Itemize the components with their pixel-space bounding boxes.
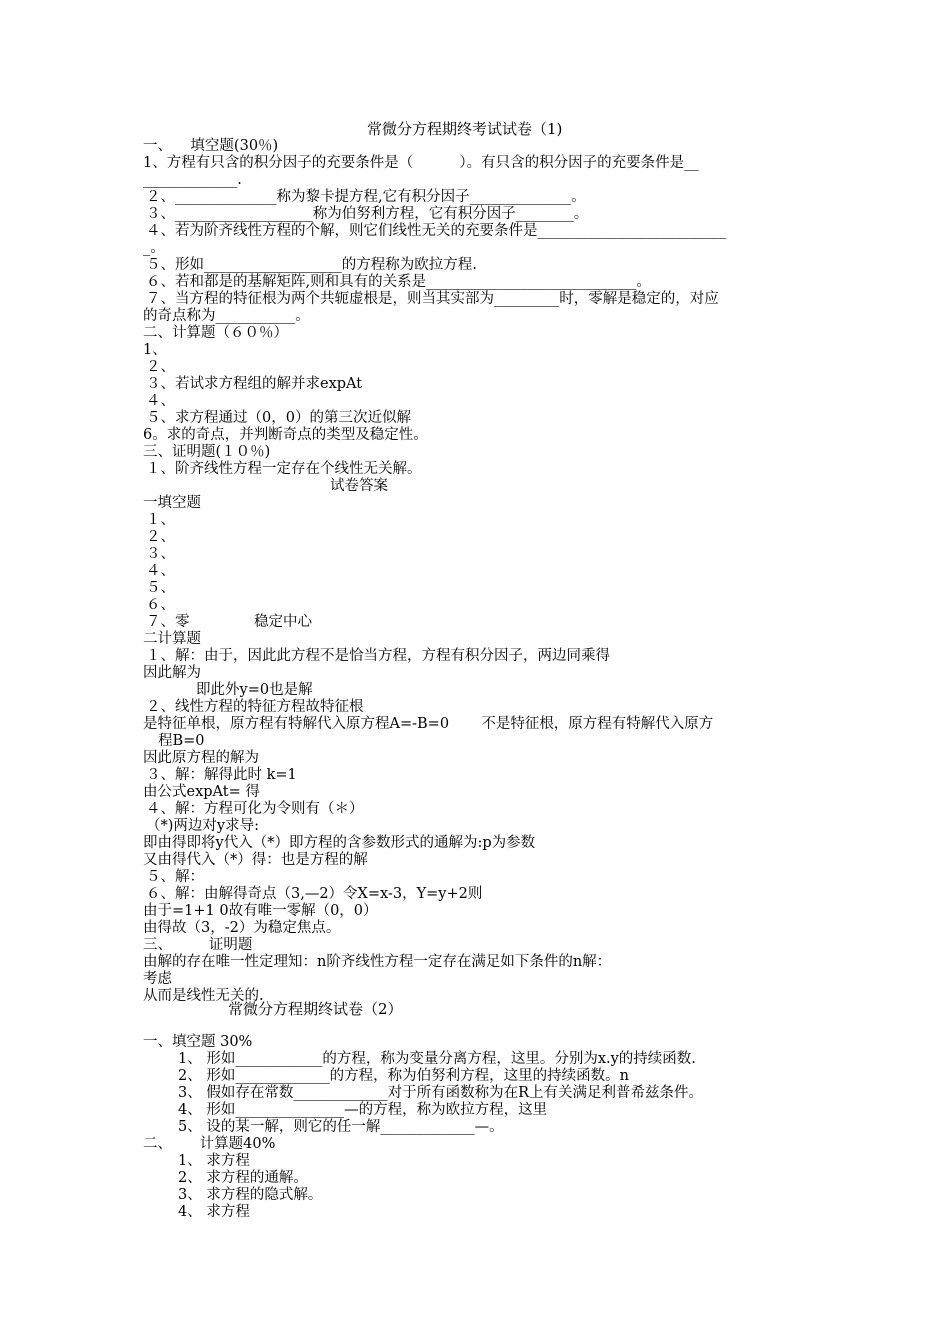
text-line: ２、 (146, 359, 175, 375)
text-line: 考虑 (143, 971, 172, 987)
text-line: 因此解为 (143, 665, 201, 681)
exam-title: 常微分方程期终考试试卷（1) (367, 120, 563, 138)
text-line: 又由得代入（*）得：也是方程的解 (143, 852, 368, 868)
text-line: 因此原方程的解为 (143, 750, 259, 766)
text-line: ３、___________________称为伯努利方程，它有积分因子________。 (146, 206, 589, 222)
text-line: ２、线性方程的特征方程故特征根 (146, 699, 364, 715)
text-line: ４、 (146, 563, 175, 579)
text-line: 3、 假如存在常数_____________对于所有函数称为在R上有关满足利普希兹条件。 (178, 1085, 703, 1101)
text-line: 6。求的奇点，并判断奇点的类型及稳定性。 (143, 427, 428, 443)
text-line: 即此外y=0也是解 (196, 682, 313, 698)
exam-title: 常微分方程期终试卷（2） (228, 1000, 403, 1018)
text-line: ５、形如___________________的方程称为欧拉方程. (146, 257, 477, 273)
text-line: 二、计算题（６０％） (143, 325, 288, 341)
text-line: 一、填空题 30% (143, 1034, 253, 1050)
text-line: 4、 求方程 (178, 1204, 250, 1220)
text-line: 5、 设的某一解，则它的任一解_____________—。 (178, 1119, 504, 1135)
text-line: ３、若试求方程组的解并求expAt (146, 376, 363, 392)
text-line: ７、零 稳定中心 (146, 614, 313, 630)
text-line: 二计算题 (143, 631, 201, 647)
text-line: 是特征单根，原方程有特解代入原方程A=-B=0 不是特征根，原方程有特解代入原方 (143, 716, 714, 732)
text-line: ５、解： (146, 869, 204, 885)
text-line: 三、证明题(１０％) (143, 444, 271, 460)
text-line: ２、 (146, 529, 175, 545)
text-line: 4、 形如_______________—的方程，称为欧拉方程，这里 (178, 1102, 548, 1118)
text-line: 由于=1+1 0故有唯一零解（0，0） (143, 903, 378, 919)
text-line: 的奇点称为___________。 (143, 308, 310, 324)
text-line: 1、 (143, 342, 167, 358)
text-line: ５、 (146, 580, 175, 596)
text-line: 由公式expAt= 得 (143, 784, 260, 800)
text-line: ３、 (146, 546, 175, 562)
text-line: ６、若和都是的基解矩阵,则和具有的关系是_____________________________。 (146, 274, 651, 290)
text-line: １、解：由于，因此此方程不是恰当方程，方程有积分因子，两边同乘得 (146, 648, 610, 664)
text-line: 试卷答案 (330, 478, 388, 494)
text-line: 2、 求方程的通解。 (178, 1170, 308, 1186)
text-line: ６、解：由解得奇点（3,—2）令X=x-3，Y=y+2则 (146, 886, 483, 902)
text-line: 2、 形如_____________的方程，称为伯努利方程，这里的持续函数。n (178, 1068, 629, 1084)
text-line: ４、解：方程可化为令则有（＊） (146, 801, 364, 817)
text-line: 三、 证明题 (143, 937, 253, 953)
text-line: 一、 填空题(30％) (143, 138, 279, 154)
text-line: （*)两边对y求导: (146, 818, 259, 834)
text-line: ２、______________称为黎卡提方程,它有积分因子______________。 (146, 189, 586, 205)
text-line: 3、 求方程的隐式解。 (178, 1187, 323, 1203)
text-line: １、阶齐线性方程一定存在个线性无关解。 (146, 461, 422, 477)
text-line: 二、 计算题40% (143, 1136, 276, 1152)
text-line: 即由得即将y代入（*）即方程的含参数形式的通解为:p为参数 (143, 835, 536, 851)
text-line: ４、 (146, 393, 175, 409)
text-line: ４、若为阶齐线性方程的个解，则它们线性无关的充要条件是__________________________ (146, 223, 726, 239)
text-line: ３、解：解得此时 k=1 (146, 767, 297, 783)
text-line: ５、求方程通过（0，0）的第三次近似解 (146, 410, 411, 426)
text-line: 1、 形如____________的方程，称为变量分离方程，这里。分别为x.y的持续函数. (178, 1051, 696, 1067)
text-line: _。 (143, 240, 165, 256)
text-line: 由得故（3，-2）为稳定焦点。 (143, 920, 341, 936)
text-line: ７、当方程的特征根为两个共轭虚根是，则当其实部为_________时，零解是稳定的，对应 (146, 291, 719, 307)
text-line: ６、 (146, 597, 175, 613)
text-line: 从而是线性无关的. (143, 988, 264, 1004)
text-line: 一填空题 (143, 495, 201, 511)
text-line: 程B=0 (158, 733, 205, 749)
text-line: 1、方程有只含的积分因子的充要条件是（ ）。有只含的积分因子的充要条件是__ (143, 155, 699, 171)
text-line: _____________. (143, 172, 242, 188)
text-line: 1、 求方程 (178, 1153, 250, 1169)
text-line: １、 (146, 512, 175, 528)
text-line: 由解的存在唯一性定理知：n阶齐线性方程一定存在满足如下条件的n解： (143, 954, 612, 970)
